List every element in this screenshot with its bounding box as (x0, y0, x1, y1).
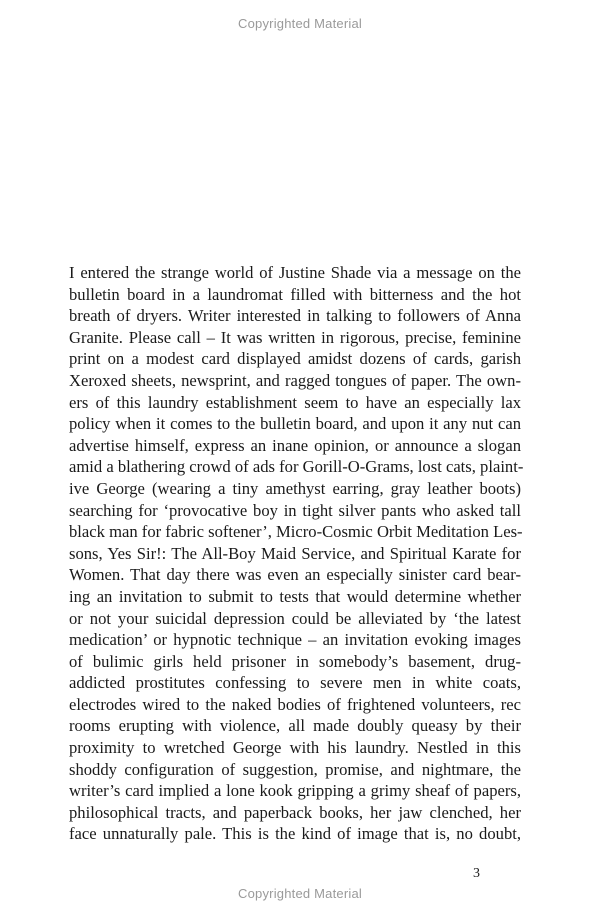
watermark-bottom: Copyrighted Material (238, 886, 362, 901)
text-line: Women. That day there was even an especially sinister card bear- (69, 565, 521, 585)
text-line: philosophical tracts, and paperback books, her jaw clenched, her (69, 802, 521, 822)
text-line: ing an invitation to submit to tests that would determine whether (69, 586, 521, 606)
page-number: 3 (473, 866, 480, 881)
text-line: or not your suicidal depression could be alleviated by ‘the latest (69, 608, 521, 628)
text-line: black man for fabric softener’, Micro-Cosmic Orbit Meditation Les- (69, 522, 523, 542)
watermark-top: Copyrighted Material (238, 16, 362, 31)
text-line: writer’s card implied a lone kook gripping a grimy sheaf of papers, (69, 781, 521, 801)
text-line: Granite. Please call – It was written in rigorous, precise, feminine (69, 327, 521, 347)
text-line: electrodes wired to the naked bodies of frightened volunteers, rec (69, 694, 521, 714)
text-line: advertise himself, express an inane opinion, or announce a slogan (69, 435, 521, 455)
text-line: policy when it comes to the bulletin board, and upon it any nut can (69, 414, 521, 434)
text-line: face unnaturally pale. This is the kind of image that is, no doubt, (69, 824, 521, 844)
text-line: print on a modest card displayed amidst dozens of cards, garish (69, 349, 521, 369)
text-line: breath of dryers. Writer interested in talking to followers of Anna (69, 306, 521, 326)
text-line: of bulimic girls held prisoner in somebody’s basement, drug- (69, 651, 521, 671)
text-line: bulletin board in a laundromat filled with bitterness and the hot (69, 284, 521, 304)
text-line: amid a blathering crowd of ads for Gorill-O-Grams, lost cats, plaint- (69, 457, 524, 477)
text-line: searching for ‘provocative boy in tight silver pants who asked tall (69, 500, 521, 520)
text-line: I entered the strange world of Justine Shade via a message on the (69, 263, 521, 282)
text-line: rooms erupting with violence, all made doubly queasy by their (69, 716, 521, 736)
body-paragraph (69, 262, 524, 845)
text-line: shoddy configuration of suggestion, promise, and nightmare, the (69, 759, 521, 779)
text-line: ive George (wearing a tiny amethyst earring, gray leather boots) (69, 478, 521, 498)
text-line: proximity to wretched George with his laundry. Nestled in this (69, 738, 521, 758)
text-line: ers of this laundry establishment seem to have an especially lax (69, 392, 521, 412)
text-line: sons, Yes Sir!: The All-Boy Maid Service, and Spiritual Karate for (69, 543, 521, 563)
text-line: medication’ or hypnotic technique – an invitation evoking images (69, 630, 521, 650)
text-line: Xeroxed sheets, newsprint, and ragged tongues of paper. The own- (69, 370, 521, 390)
text-line: addicted prostitutes confessing to severe men in white coats, (69, 673, 521, 693)
